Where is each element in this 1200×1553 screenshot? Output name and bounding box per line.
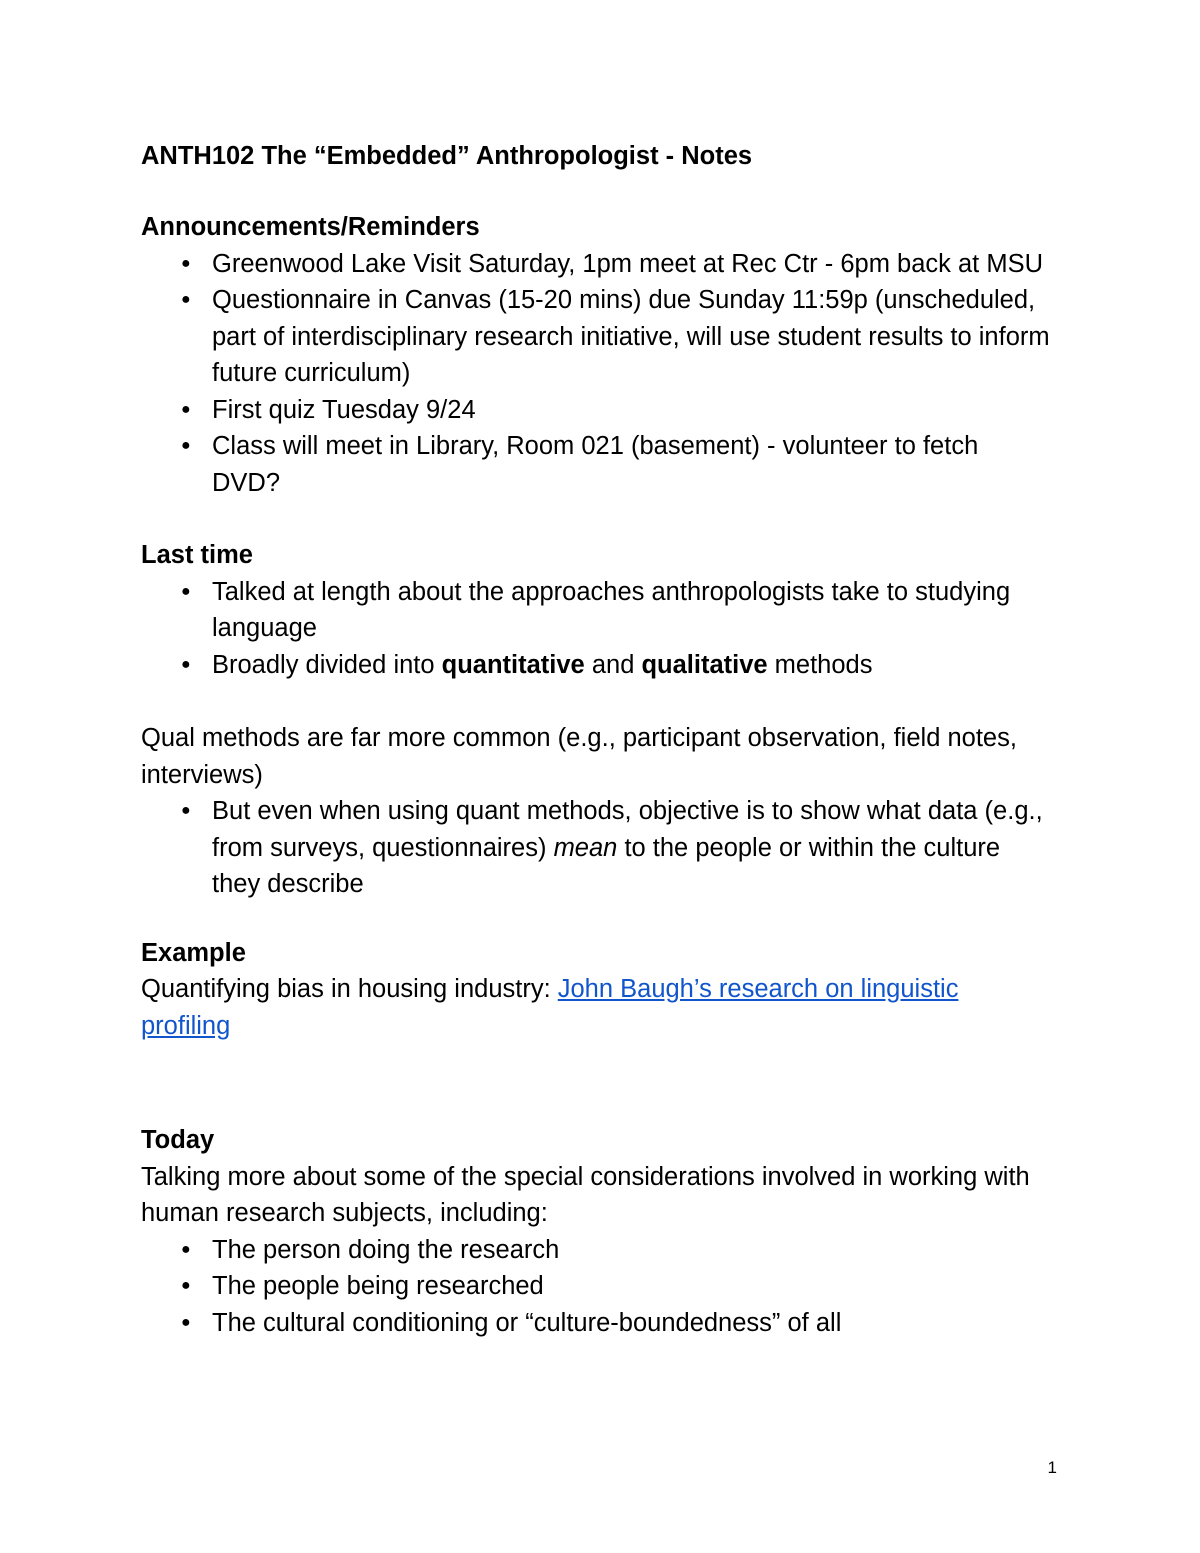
today-section: [141, 1122, 1051, 1341]
text-run: Broadly divided into: [212, 650, 442, 679]
announcements-section: [141, 209, 1051, 501]
bold-term-qualitative: qualitative: [641, 650, 768, 679]
example-section: [141, 935, 1051, 1045]
bullet-icon: ●: [181, 1313, 191, 1331]
bullet-icon: ●: [181, 400, 191, 418]
list-item: [141, 246, 1051, 283]
list-item-text: [212, 651, 872, 679]
list-item-text: Talked at length about the approaches anthropologists take to studying language: [212, 577, 1011, 642]
list-item: [141, 647, 1051, 684]
document-title: ANTH102 The “Embedded” Anthropologist - Notes: [141, 142, 753, 170]
list-item-text: Greenwood Lake Visit Saturday, 1pm meet at Rec Ctr - 6pm back at MSU: [212, 249, 1043, 278]
list-item-text: First quiz Tuesday 9/24: [212, 395, 476, 424]
document-page: [141, 138, 1051, 1341]
list-item: [141, 1268, 1051, 1305]
bullet-icon: ●: [181, 582, 191, 600]
quant-methods-list: [141, 793, 1051, 903]
announcements-list: [141, 246, 1051, 502]
qual-methods-paragraph: Qual methods are far more common (e.g., participant observation, field notes, interviews): [141, 724, 1017, 789]
list-item: [141, 574, 1051, 647]
today-heading: Today: [141, 1126, 215, 1154]
text-run: and: [584, 650, 642, 679]
bold-term-quantitative: quantitative: [441, 650, 585, 679]
list-item-text: Questionnaire in Canvas (15-20 mins) due Sunday 11:59p (unscheduled, part of interdisciplinary research initiative, will use student results to inform future curriculum): [212, 286, 1050, 387]
list-item: [141, 1232, 1051, 1269]
baugh-research-link[interactable]: John Baugh’s research on linguistic profiling: [141, 975, 959, 1040]
bullet-icon: ●: [181, 802, 191, 819]
text-run: to the people or within the culture they describe: [212, 833, 1001, 898]
last-time-section: [141, 537, 1051, 903]
list-item: [141, 793, 1051, 903]
bullet-icon: ●: [181, 655, 191, 673]
example-paragraph: [141, 971, 1051, 1044]
bullet-icon: ●: [181, 254, 191, 272]
bullet-icon: ●: [181, 1277, 191, 1294]
list-item: [141, 1305, 1051, 1342]
italic-term-mean: mean: [553, 833, 618, 862]
list-item-text: The people being researched: [212, 1272, 544, 1300]
today-intro: Talking more about some of the special considerations involved in working with human research subjects, including:: [141, 1162, 1030, 1227]
page-number: 1: [1047, 1458, 1057, 1477]
list-item-text: The cultural conditioning or “culture-boundedness” of all: [212, 1308, 842, 1337]
bullet-icon: ●: [181, 291, 191, 308]
list-item: [141, 282, 1051, 392]
text-run: methods: [767, 650, 873, 679]
text-run: Quantifying bias in housing industry:: [141, 975, 558, 1003]
list-item: [141, 392, 1051, 429]
list-item: [141, 428, 1051, 501]
list-item-text: [212, 797, 1043, 898]
bullet-icon: ●: [181, 437, 191, 454]
last-time-list: [141, 574, 1051, 684]
announcements-heading: Announcements/Reminders: [141, 213, 480, 241]
today-list: [141, 1232, 1051, 1342]
bullet-icon: ●: [181, 1240, 191, 1258]
list-item-text: The person doing the research: [212, 1235, 560, 1264]
last-time-heading: Last time: [141, 541, 253, 569]
list-item-text: Class will meet in Library, Room 021 (basement) - volunteer to fetch DVD?: [212, 432, 979, 497]
example-heading: Example: [141, 938, 246, 967]
text-run: But even when using quant methods, objective is to show what data (e.g., from surveys, questionnaires): [212, 797, 1043, 862]
